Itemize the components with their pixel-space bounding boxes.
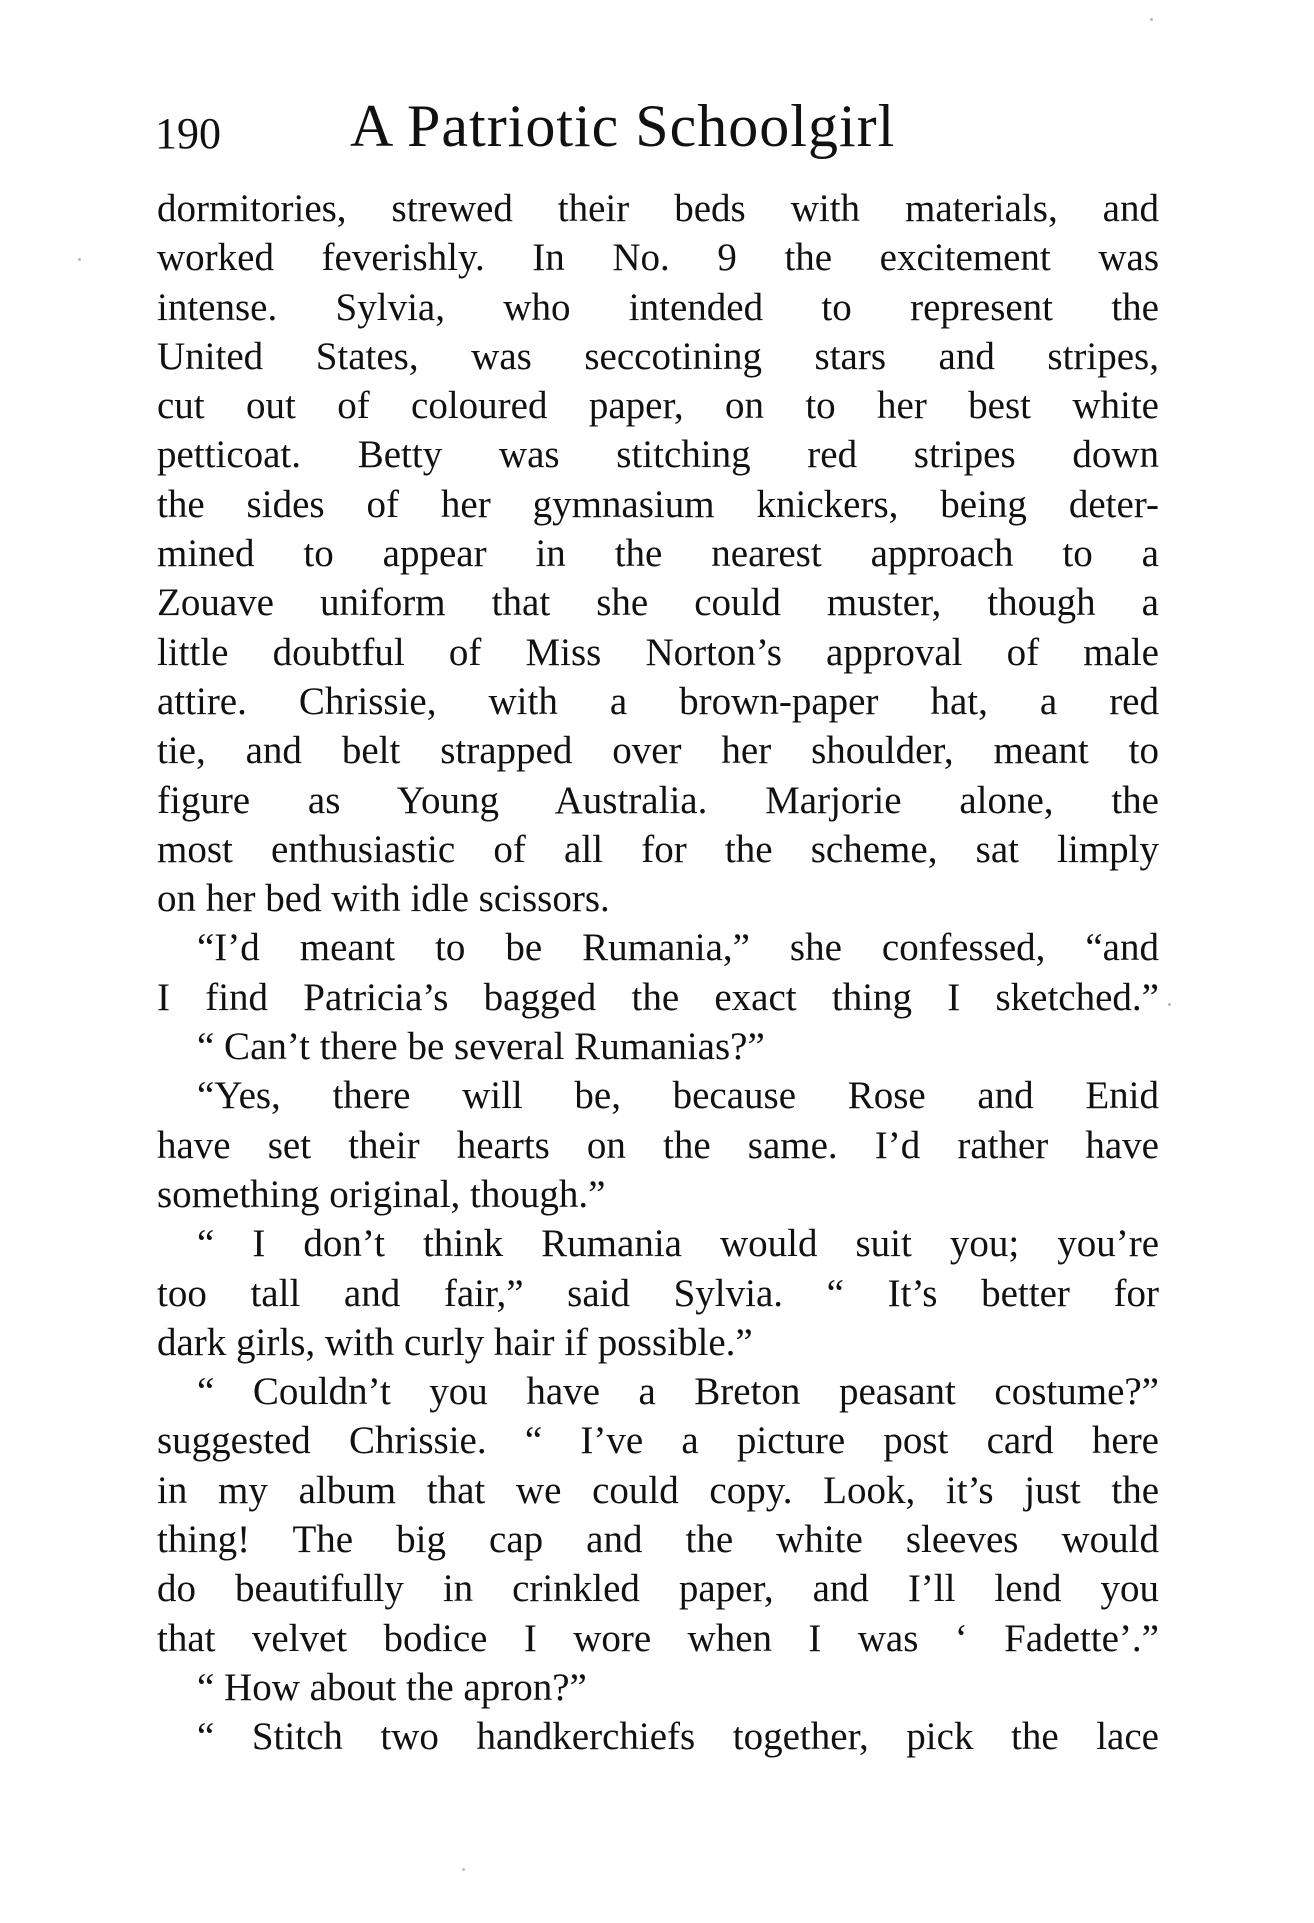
paper-speck: [462, 1868, 465, 1871]
text-line: Zouave uniform that she could muster, though a: [157, 581, 1159, 625]
page-number: 190: [155, 109, 221, 158]
text-line: too tall and fair,” said Sylvia. “ It’s better for: [157, 1271, 1159, 1315]
text-line: dark girls, with curly hair if possible.”: [157, 1320, 753, 1364]
text-line: “ Couldn’t you have a Breton peasant costume?”: [197, 1370, 1159, 1414]
text-line: “ I don’t think Rumania would suit you; you’re: [197, 1222, 1159, 1266]
text-line: “ How about the apron?”: [197, 1665, 587, 1709]
running-title: A Patriotic Schoolgirl: [350, 93, 896, 159]
text-line: cut out of coloured paper, on to her best white: [157, 384, 1159, 428]
text-line: mined to appear in the nearest approach to a: [157, 532, 1159, 576]
text-line: “ Can’t there be several Rumanias?”: [197, 1025, 765, 1069]
paper-speck: [1150, 18, 1153, 21]
text-line: tie, and belt strapped over her shoulder, meant to: [157, 729, 1159, 773]
text-line: “I’d meant to be Rumania,” she confessed, “and: [197, 926, 1159, 970]
text-line: “Yes, there will be, because Rose and Enid: [197, 1074, 1159, 1118]
text-line: “ Stitch two handkerchiefs together, pick the lace: [197, 1715, 1159, 1759]
text-line: on her bed with idle scissors.: [157, 877, 610, 921]
text-line: in my album that we could copy. Look, it’s just the: [157, 1468, 1159, 1512]
text-line: worked feverishly. In No. 9 the excitement was: [157, 236, 1159, 280]
text-line: intense. Sylvia, who intended to represent the: [157, 285, 1159, 329]
text-line: dormitories, strewed their beds with materials, and: [157, 187, 1159, 230]
text-line: petticoat. Betty was stitching red stripes down: [157, 433, 1159, 477]
text-line: do beautifully in crinkled paper, and I’ll lend you: [157, 1567, 1159, 1611]
text-line: have set their hearts on the same. I’d rather have: [157, 1123, 1159, 1167]
text-line: the sides of her gymnasium knickers, being deter-: [157, 482, 1159, 526]
text-line: attire. Chrissie, with a brown-paper hat, a red: [157, 679, 1159, 723]
paper-speck: [1168, 1003, 1171, 1006]
page-header: [155, 88, 1165, 168]
text-line: figure as Young Australia. Marjorie alone, the: [157, 778, 1159, 822]
text-line: I find Patricia’s bagged the exact thing I sketched.”: [157, 975, 1159, 1019]
text-line: suggested Chrissie. “ I’ve a picture post card here: [157, 1419, 1159, 1463]
text-line: thing! The big cap and the white sleeves would: [157, 1518, 1159, 1562]
text-line: little doubtful of Miss Norton’s approval of male: [157, 630, 1159, 674]
text-line: that velvet bodice I wore when I was ‘ Fadette’.”: [157, 1616, 1159, 1660]
text-line: most enthusiastic of all for the scheme, sat limply: [157, 827, 1159, 871]
text-line: something original, though.”: [157, 1172, 606, 1216]
body-text: [157, 184, 1159, 1762]
paper-speck: [78, 258, 81, 261]
text-line: United States, was seccotining stars and stripes,: [157, 334, 1159, 378]
